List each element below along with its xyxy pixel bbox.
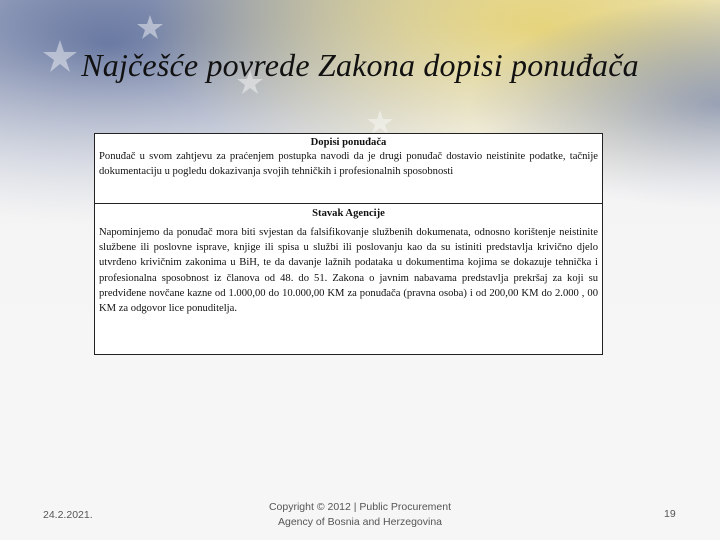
copyright-line-1: Copyright © 2012 | Public Procurement [268,501,452,513]
slide-title: Najčešće povrede Zakona dopisi ponuđača [81,47,639,83]
section-text-stavak: Napominjemo da ponuđač mora biti svjestan da falsifikovanje službenih dokumenata, odnosno korištenje neistinite službene ili poslovne isprave, knjige ili spisa u službi ili poslovanju kao da su istiniti predstavlja krivično djelo utvrđeno krivičnim zakonima u BiH, te da davanje lažnih podataka u dokumentima kojima se dokazuje tehnička i profesionalna sposobnost iz članova od 48. do 51. Zakona o javnim nabavama predstavlja prekršaj za koji su predviđene novčane kazne od 1.000,00 do 10.000,00 KM za ponuđača (pravna osoba) i od 200,00 KM do 2.000 , 00 KM za odgovor lice ponuditelja. [99,227,598,315]
section-heading-stavak: Stavak Agencije [312,208,385,219]
footer-copyright [240,500,480,530]
table-row-stavak [95,204,602,316]
page-number: 19 [664,508,676,520]
content-table [94,133,603,355]
copyright-line-2: Agency of Bosnia and Herzegovina [277,516,443,528]
section-text-dopisi: Ponuđač u svom zahtjevu za praćenjem postupka navodi da je drugi ponuđač dostavio neistinite podatke, tačnije dokumentaciju u pogledu dokazivanja svojih tehničkih i profesionalnih sposobnosti [99,151,598,177]
footer-date: 24.2.2021. [43,509,93,521]
table-row-dopisi [95,134,602,204]
section-heading-dopisi: Dopisi ponuđača [310,137,387,148]
